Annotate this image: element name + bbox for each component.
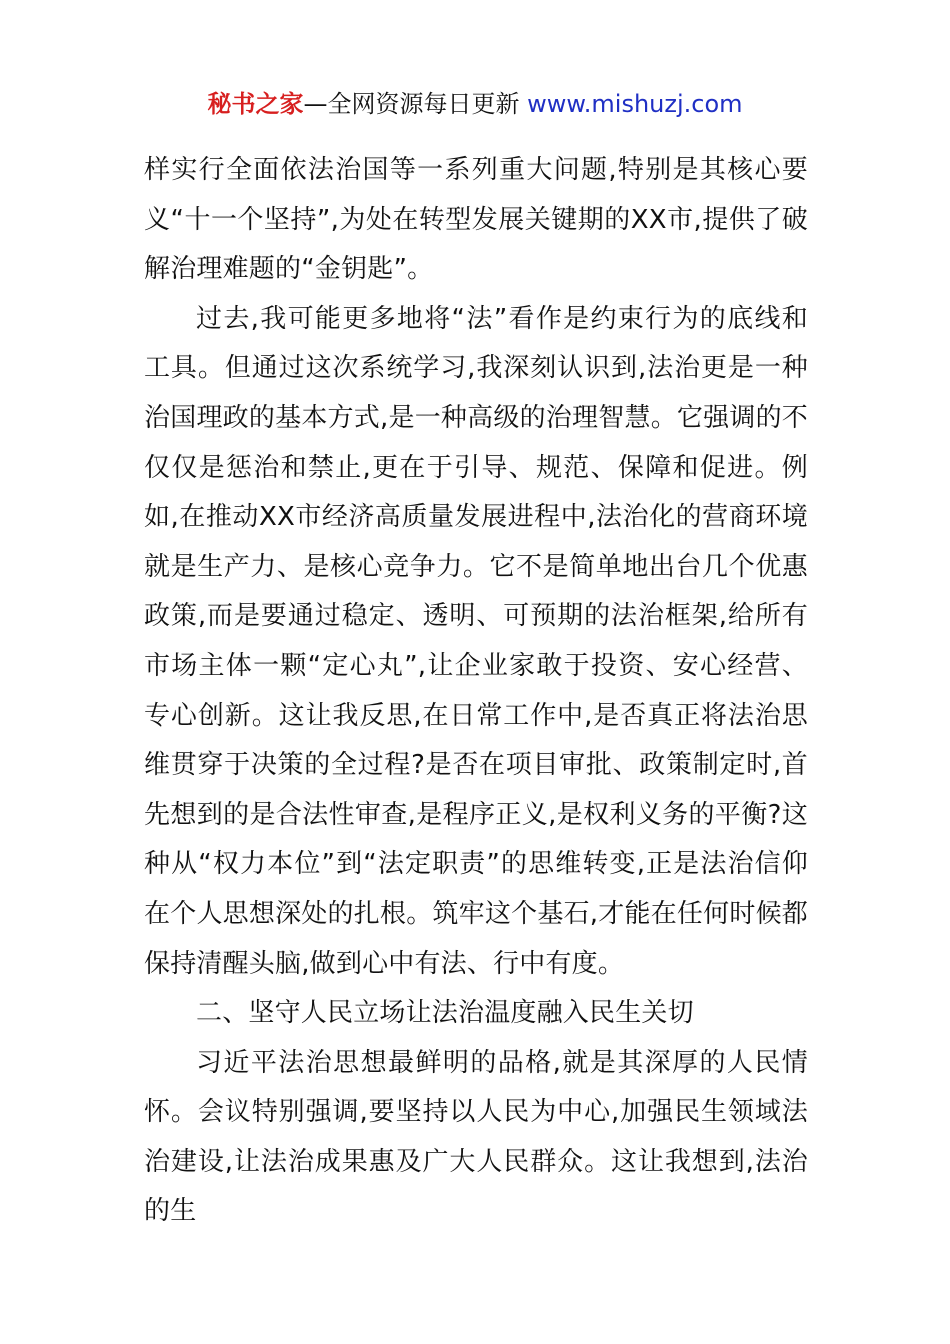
paragraph: 习近平法治思想最鲜明的品格,就是其深厚的人民情怀。会议特别强调,要坚持以人民为中心,加强民生领域法治建设,让法治成果惠及广大人民群众。这让我想到,法治的生 xyxy=(144,1047,808,1227)
header-slogan: —全网资源每日更新 xyxy=(303,90,520,118)
section-heading: 二、坚守人民立场让法治温度融入民生关切 xyxy=(196,998,694,1029)
paragraph-continued: 样实行全面依法治国等一系列重大问题,特别是其核心要义“十一个坚持”,为处在转型发展关键期的XX市,提供了破解治理难题的“金钥匙”。 xyxy=(144,155,808,285)
page-header xyxy=(0,86,950,122)
document-body xyxy=(144,146,808,1237)
paragraph: 过去,我可能更多地将“法”看作是约束行为的底线和工具。但通过这次系统学习,我深刻认识到,法治更是一种治国理政的基本方式,是一种高级的治理智慧。它强调的不仅仅是惩治和禁止,更在于引导、规范、保障和促进。例如,在推动XX市经济高质量发展进程中,法治化的营商环境就是生产力、是核心竞争力。它不是简单地出台几个优惠政策,而是要通过稳定、透明、可预期的法治框架,给所有市场主体一颗“定心丸”,让企业家敢于投资、安心经营、专心创新。这让我反思,在日常工作中,是否真正将法治思维贯穿于决策的全过程?是否在项目审批、政策制定时,首先想到的是合法性审查,是程序正义,是权利义务的平衡?这种从“权力本位”到“法定职责”的思维转变,正是法治信仰在个人思想深处的扎根。筑牢这个基石,才能在任何时候都保持清醒头脑,做到心中有法、行中有度。 xyxy=(144,303,808,979)
header-url-link[interactable]: www.mishuzj.com xyxy=(527,90,743,118)
header-brand: 秘书之家 xyxy=(207,90,304,118)
